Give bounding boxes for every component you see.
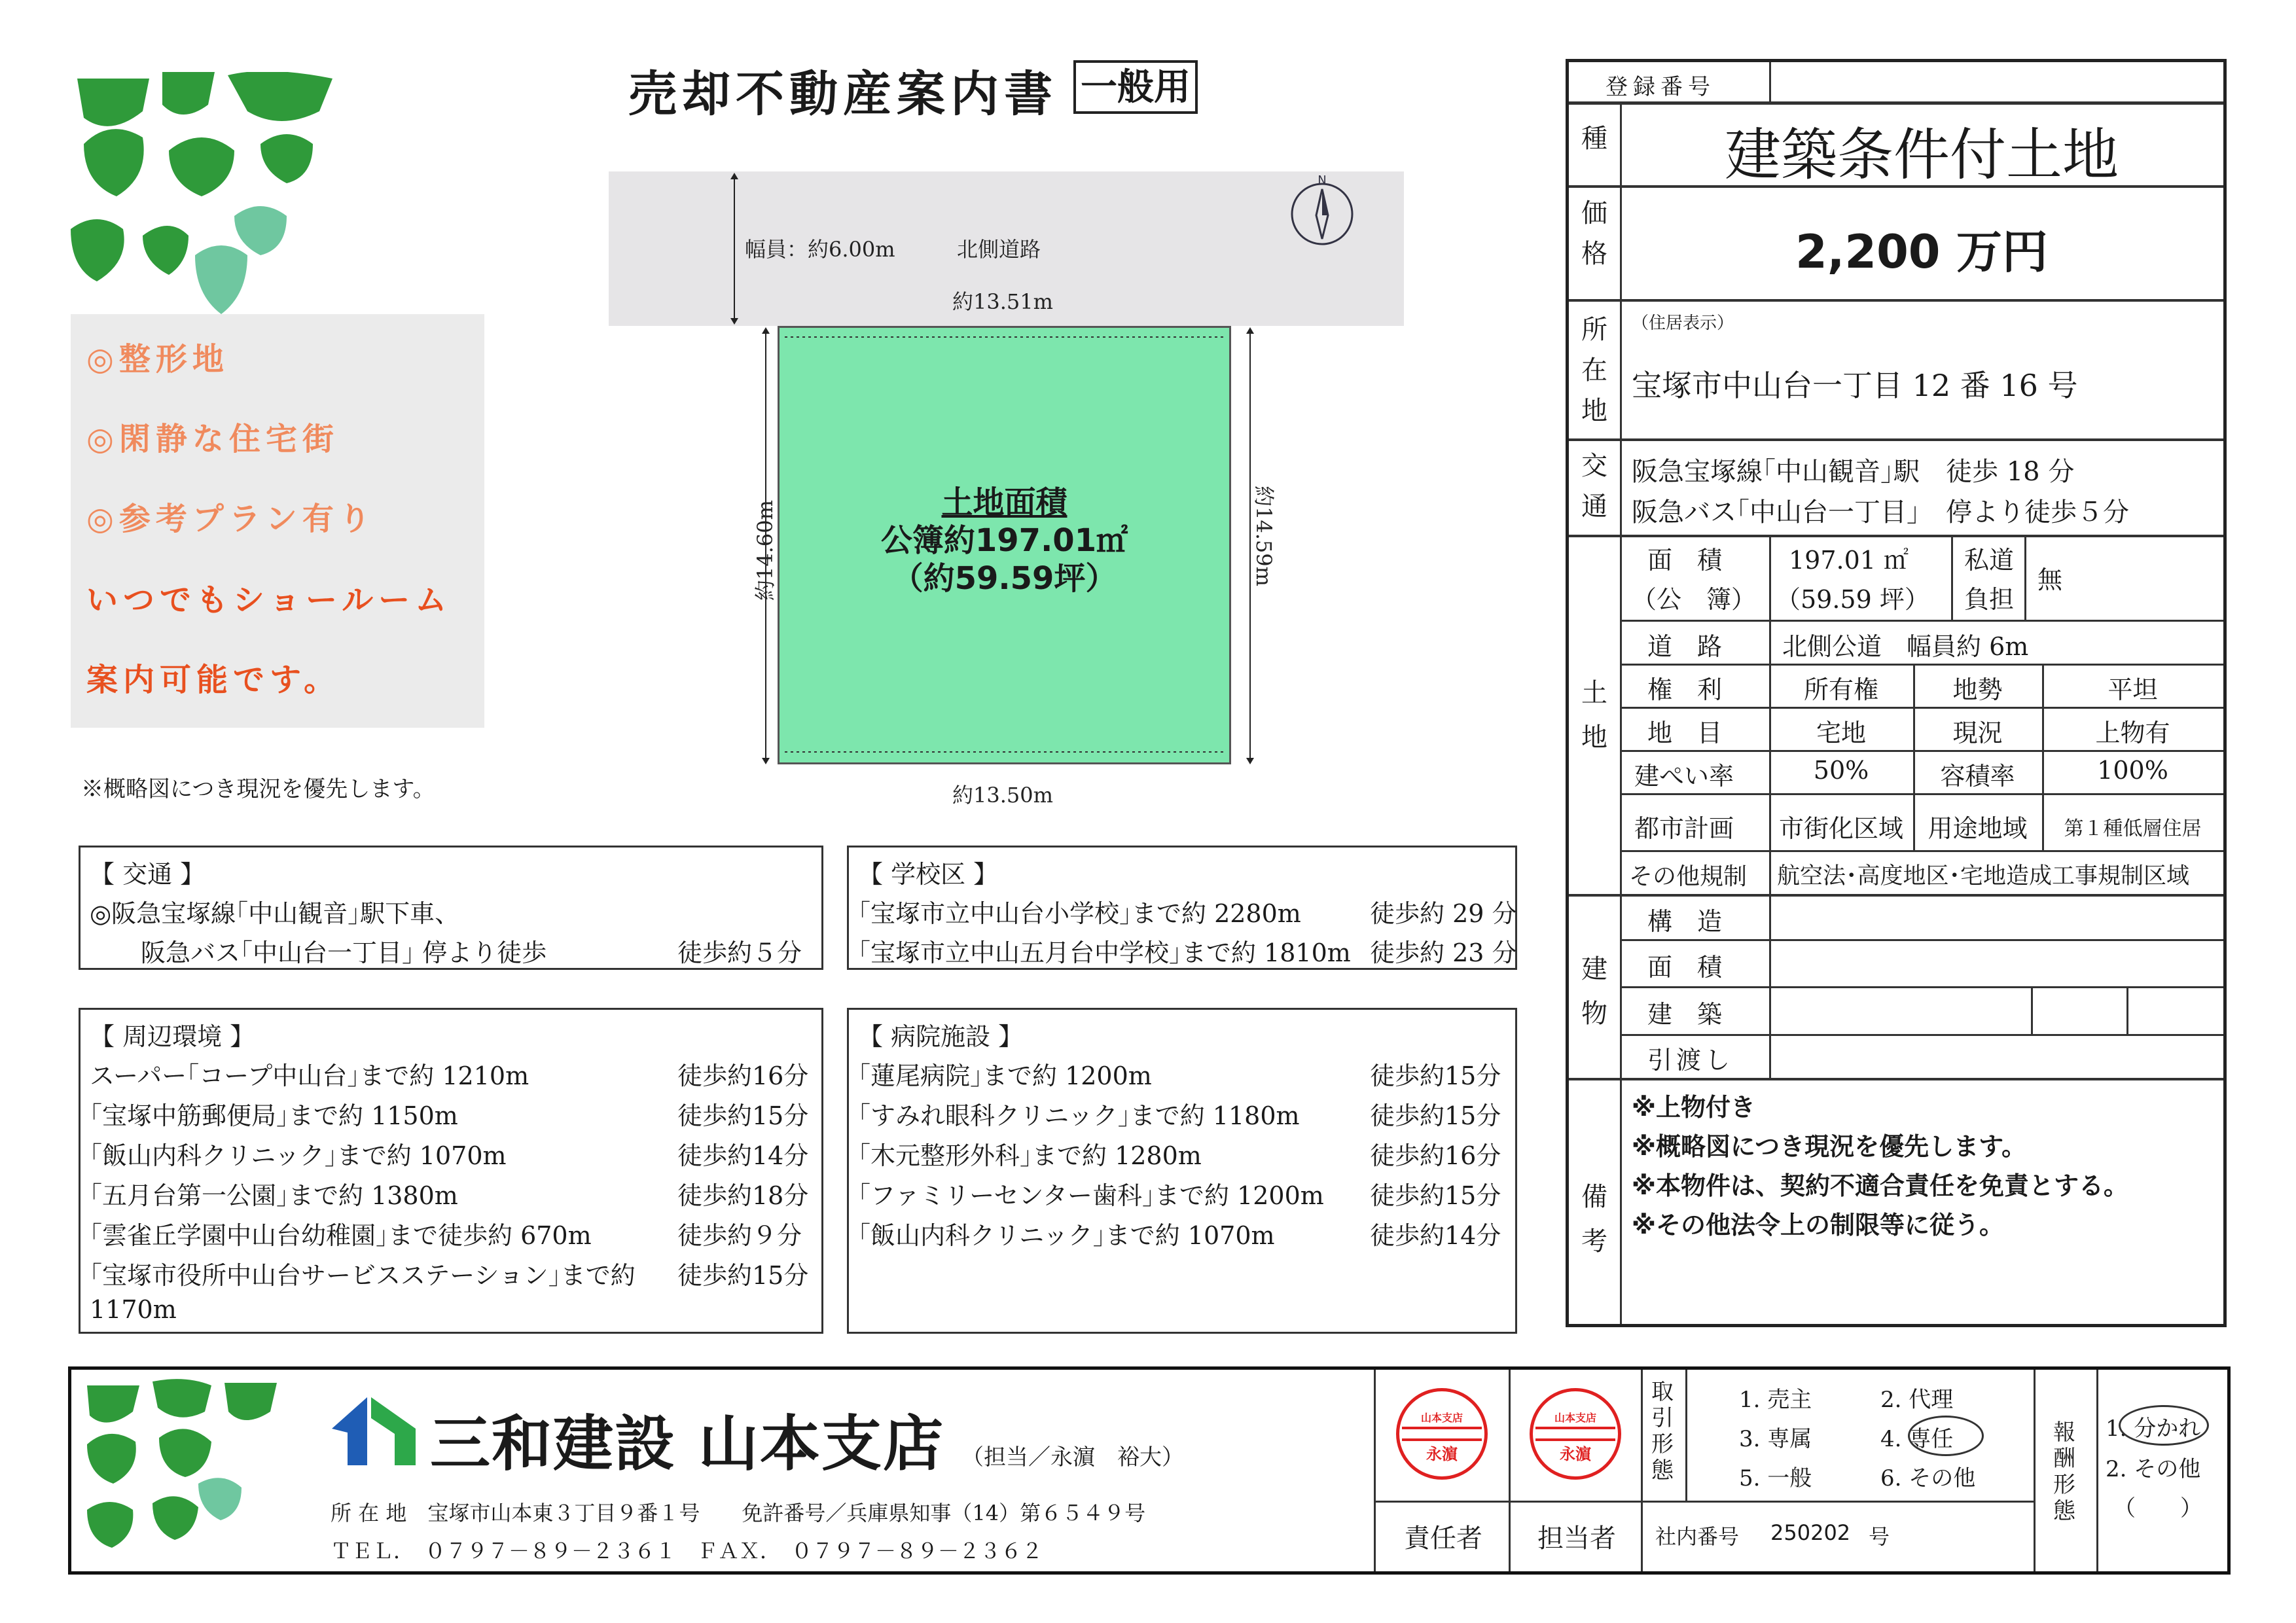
deal-type-option: 1. 売主 (1739, 1387, 1812, 1413)
feature-item: 案内可能です。 (86, 662, 341, 698)
fee-type-option: （ ） (2113, 1495, 2202, 1522)
surroundings-time: 徒歩約15分 (677, 1101, 809, 1130)
road-label: 道 路 (1647, 632, 1723, 661)
company-footer (68, 1366, 2231, 1575)
hospital-name: ｢木元整形外科｣まで約 1280m (858, 1141, 1202, 1170)
surroundings-section (79, 1008, 823, 1334)
remark-item: ※概略図につき現況を優先します。 (1632, 1132, 2027, 1161)
property-kind: 建築条件付土地 (1725, 122, 2119, 188)
zoning-label: 用途地域 (1928, 814, 2028, 843)
land-label: 土地 (1581, 678, 1607, 753)
responsible-label: 責任者 (1404, 1524, 1482, 1554)
landuse-value: 宅地 (1816, 719, 1866, 747)
surroundings-time: 徒歩約９分 (677, 1221, 802, 1250)
hospital-time: 徒歩約15分 (1370, 1101, 1501, 1130)
hospital-time: 徒歩約16分 (1370, 1141, 1501, 1170)
remarks-label: 備考 (1581, 1182, 1607, 1257)
company-contact: （担当／永濵 裕大） (961, 1444, 1184, 1471)
registration-label: 登録番号 (1605, 74, 1715, 100)
transport-line: 阪急バス｢中山台一丁目｣ 停より徒歩 (141, 938, 547, 967)
land-area-tsubo: （約59.59坪） (891, 560, 1117, 597)
terrain-label: 地勢 (1952, 675, 2003, 704)
school-name: ｢宝塚市立中山台小学校｣まで約 2280m (858, 899, 1301, 928)
handover-label: 引渡し (1647, 1046, 1734, 1075)
feature-item: ◎参考プラン有り (86, 501, 376, 537)
hospital-time: 徒歩約15分 (1370, 1061, 1501, 1090)
area-sqm: 197.01 ㎡ (1789, 546, 1909, 575)
school-time: 徒歩約 23 分 (1370, 938, 1517, 967)
road-value: 北側公道 幅員約 6m (1782, 632, 2029, 661)
city-plan-value: 市街化区域 (1778, 814, 1903, 843)
terrain-value: 平坦 (2108, 675, 2158, 704)
deal-type-option: 3. 専属 (1739, 1426, 1812, 1452)
structure-label: 構 造 (1647, 907, 1723, 936)
school-title: 【 学校区 】 (858, 860, 999, 889)
left-length-label: 約14.60m (752, 500, 778, 601)
hospital-time: 徒歩約15分 (1370, 1181, 1501, 1210)
internal-number-suffix: 号 (1869, 1524, 1890, 1549)
surroundings-name: ｢飯山内科クリニック｣まで約 1070m (90, 1141, 507, 1170)
building-label: 建物 (1581, 954, 1607, 1029)
price-label: 価格 (1581, 198, 1607, 269)
fee-type-selected-circle (2119, 1405, 2209, 1446)
surroundings-name: ｢五月台第一公園｣まで約 1380m (90, 1181, 458, 1210)
hospital-name: ｢飯山内科クリニック｣まで約 1070m (858, 1221, 1275, 1250)
company-logo-icon (328, 1392, 420, 1471)
responsible-seal: 山本支店 永濵 (1396, 1388, 1488, 1480)
land-lot (778, 326, 1231, 764)
right-length-label: 約14.59m (1251, 486, 1276, 586)
deal-type-label: 取引形態 (1651, 1379, 1674, 1484)
road-width-arrow (728, 171, 741, 326)
rights-label: 権 利 (1647, 675, 1723, 704)
feature-item: ◎整形地 (86, 341, 229, 378)
bottom-length-label: 約13.50m (952, 783, 1053, 808)
surroundings-continuation: 1170m (90, 1295, 177, 1324)
land-area-title: 土地面積 (941, 484, 1067, 521)
area-sub-label: （公 簿） (1632, 585, 1757, 614)
staff-label: 担当者 (1537, 1524, 1616, 1554)
traffic-line: 阪急バス｢中山台一丁目｣ 停より徒歩５分 (1632, 497, 2129, 527)
private-road-label: 負担 (1964, 585, 2015, 614)
deal-type-option: 4. 専任 (1880, 1426, 1954, 1452)
far-label: 容積率 (1940, 762, 2015, 791)
other-regulation-label: その他規制 (1629, 863, 1748, 890)
feature-item: いつでもショールーム (86, 582, 452, 618)
compass-north-label: N (1318, 173, 1327, 187)
leaf-decoration (71, 72, 346, 314)
landuse-label: 地 目 (1647, 719, 1723, 747)
surroundings-time: 徒歩約15分 (677, 1261, 809, 1290)
road-width-label: 幅員：約6.00m (745, 237, 895, 262)
surroundings-time: 徒歩約14分 (677, 1141, 809, 1170)
plot-note: ※概略図につき現況を優先します。 (81, 776, 435, 802)
current-label: 現況 (1952, 719, 2003, 747)
top-length-label: 約13.51m (952, 289, 1053, 314)
coverage-label: 建ぺい率 (1634, 762, 1734, 791)
surroundings-name: スーパー｢コープ中山台｣まで約 1210m (90, 1061, 529, 1090)
property-info-table (1566, 59, 2227, 1327)
document-type-badge: 一般用 (1073, 60, 1198, 114)
built-label: 建 築 (1647, 1000, 1723, 1029)
company-phone: ＴＥＬ． ０７９７－８９－２３６１ ＦＡＸ． ０７９７－８９－２３６２ (331, 1539, 1043, 1563)
surroundings-time: 徒歩約18分 (677, 1181, 809, 1210)
zoning-value: 第１種低層住居 (2064, 817, 2202, 840)
remark-item: ※本物件は、契約不適合責任を免責とする。 (1632, 1171, 2128, 1200)
school-time: 徒歩約 29 分 (1370, 899, 1517, 928)
deal-type-option: 2. 代理 (1880, 1387, 1954, 1413)
price-value: 2,200 万円 (1795, 225, 2048, 279)
transport-title: 【 交通 】 (90, 860, 206, 889)
city-plan-label: 都市計画 (1634, 814, 1734, 843)
deal-type-option: 5. 一般 (1739, 1465, 1812, 1491)
hospital-name: ｢ファミリーセンター歯科｣まで約 1200m (858, 1181, 1324, 1210)
remark-item: ※上物付き (1632, 1093, 1755, 1122)
land-area-value: 公簿約197.01㎡ (880, 522, 1128, 559)
private-road-label: 私道 (1964, 546, 2015, 575)
surroundings-name: ｢宝塚市役所中山台サービスステーション｣まで約 (90, 1261, 636, 1290)
deal-type-selected-circle (1908, 1416, 1984, 1456)
internal-number: 250202 (1770, 1520, 1851, 1545)
hospital-name: ｢すみれ眼科クリニック｣まで約 1180m (858, 1101, 1300, 1130)
transport-time: 徒歩約５分 (677, 938, 802, 967)
school-section (847, 846, 1517, 970)
surroundings-name: ｢雲雀丘学園中山台幼稚園｣まで徒歩約 670m (90, 1221, 592, 1250)
far-value: 100% (2097, 756, 2168, 785)
traffic-line: 阪急宝塚線｢中山観音｣駅 徒歩 18 分 (1632, 457, 2075, 487)
transport-line: ◎阪急宝塚線｢中山観音｣駅下車、 (90, 899, 460, 928)
fee-type-label: 報酬形態 (2053, 1419, 2075, 1524)
school-name: ｢宝塚市立中山五月台中学校｣まで約 1810m (858, 938, 1351, 967)
surroundings-name: ｢宝塚中筋郵便局｣まで約 1150m (90, 1101, 458, 1130)
kind-label: 種 (1581, 124, 1607, 154)
deal-type-option: 6. その他 (1880, 1465, 1976, 1491)
hospital-name: ｢蓮尾病院｣まで約 1200m (858, 1061, 1152, 1090)
fee-type-option: 1. 分かれ (2106, 1416, 2201, 1442)
other-regulation-value: 航空法･高度地区･宅地造成工事規制区域 (1777, 863, 2190, 889)
feature-panel (71, 314, 484, 728)
document-title: 売却不動産案内書 (628, 66, 1058, 122)
company-address: 所 在 地 宝塚市山本東３丁目９番１号 免許番号／兵庫県知事（14）第６５４９号 (331, 1501, 1146, 1525)
hospital-section (847, 1008, 1517, 1334)
feature-item: ◎閑静な住宅街 (86, 421, 339, 457)
location-value: 宝塚市中山台一丁目 12 番 16 号 (1632, 368, 2078, 403)
area-tsubo: （59.59 坪） (1776, 585, 1929, 614)
rights-value: 所有権 (1803, 675, 1878, 704)
hospital-time: 徒歩約14分 (1370, 1221, 1501, 1250)
fee-type-option: 2. その他 (2106, 1456, 2201, 1482)
company-name: 三和建設 山本支店 (430, 1409, 945, 1479)
private-road-value: 無 (2037, 565, 2063, 594)
location-sub-label: （住居表示） (1632, 313, 1734, 333)
transport-section (79, 846, 823, 970)
road-side-label: 北側道路 (957, 237, 1041, 262)
remark-item: ※その他法令上の制限等に従う。 (1632, 1211, 2004, 1240)
current-value: 上物有 (2095, 719, 2170, 747)
internal-number-label: 社内番号 (1655, 1524, 1740, 1549)
surroundings-time: 徒歩約16分 (677, 1061, 809, 1090)
area-label: 面 積 (1647, 546, 1723, 575)
staff-seal: 山本支店 永濵 (1530, 1388, 1621, 1480)
building-area-label: 面 積 (1647, 953, 1723, 982)
leaf-decoration (81, 1379, 290, 1569)
hospital-title: 【 病院施設 】 (858, 1022, 1024, 1051)
compass-icon (1286, 173, 1358, 252)
surroundings-title: 【 周辺環境 】 (90, 1022, 255, 1051)
location-label: 所在地 (1581, 315, 1607, 426)
traffic-label: 交通 (1581, 451, 1607, 522)
coverage-value: 50% (1813, 756, 1869, 785)
